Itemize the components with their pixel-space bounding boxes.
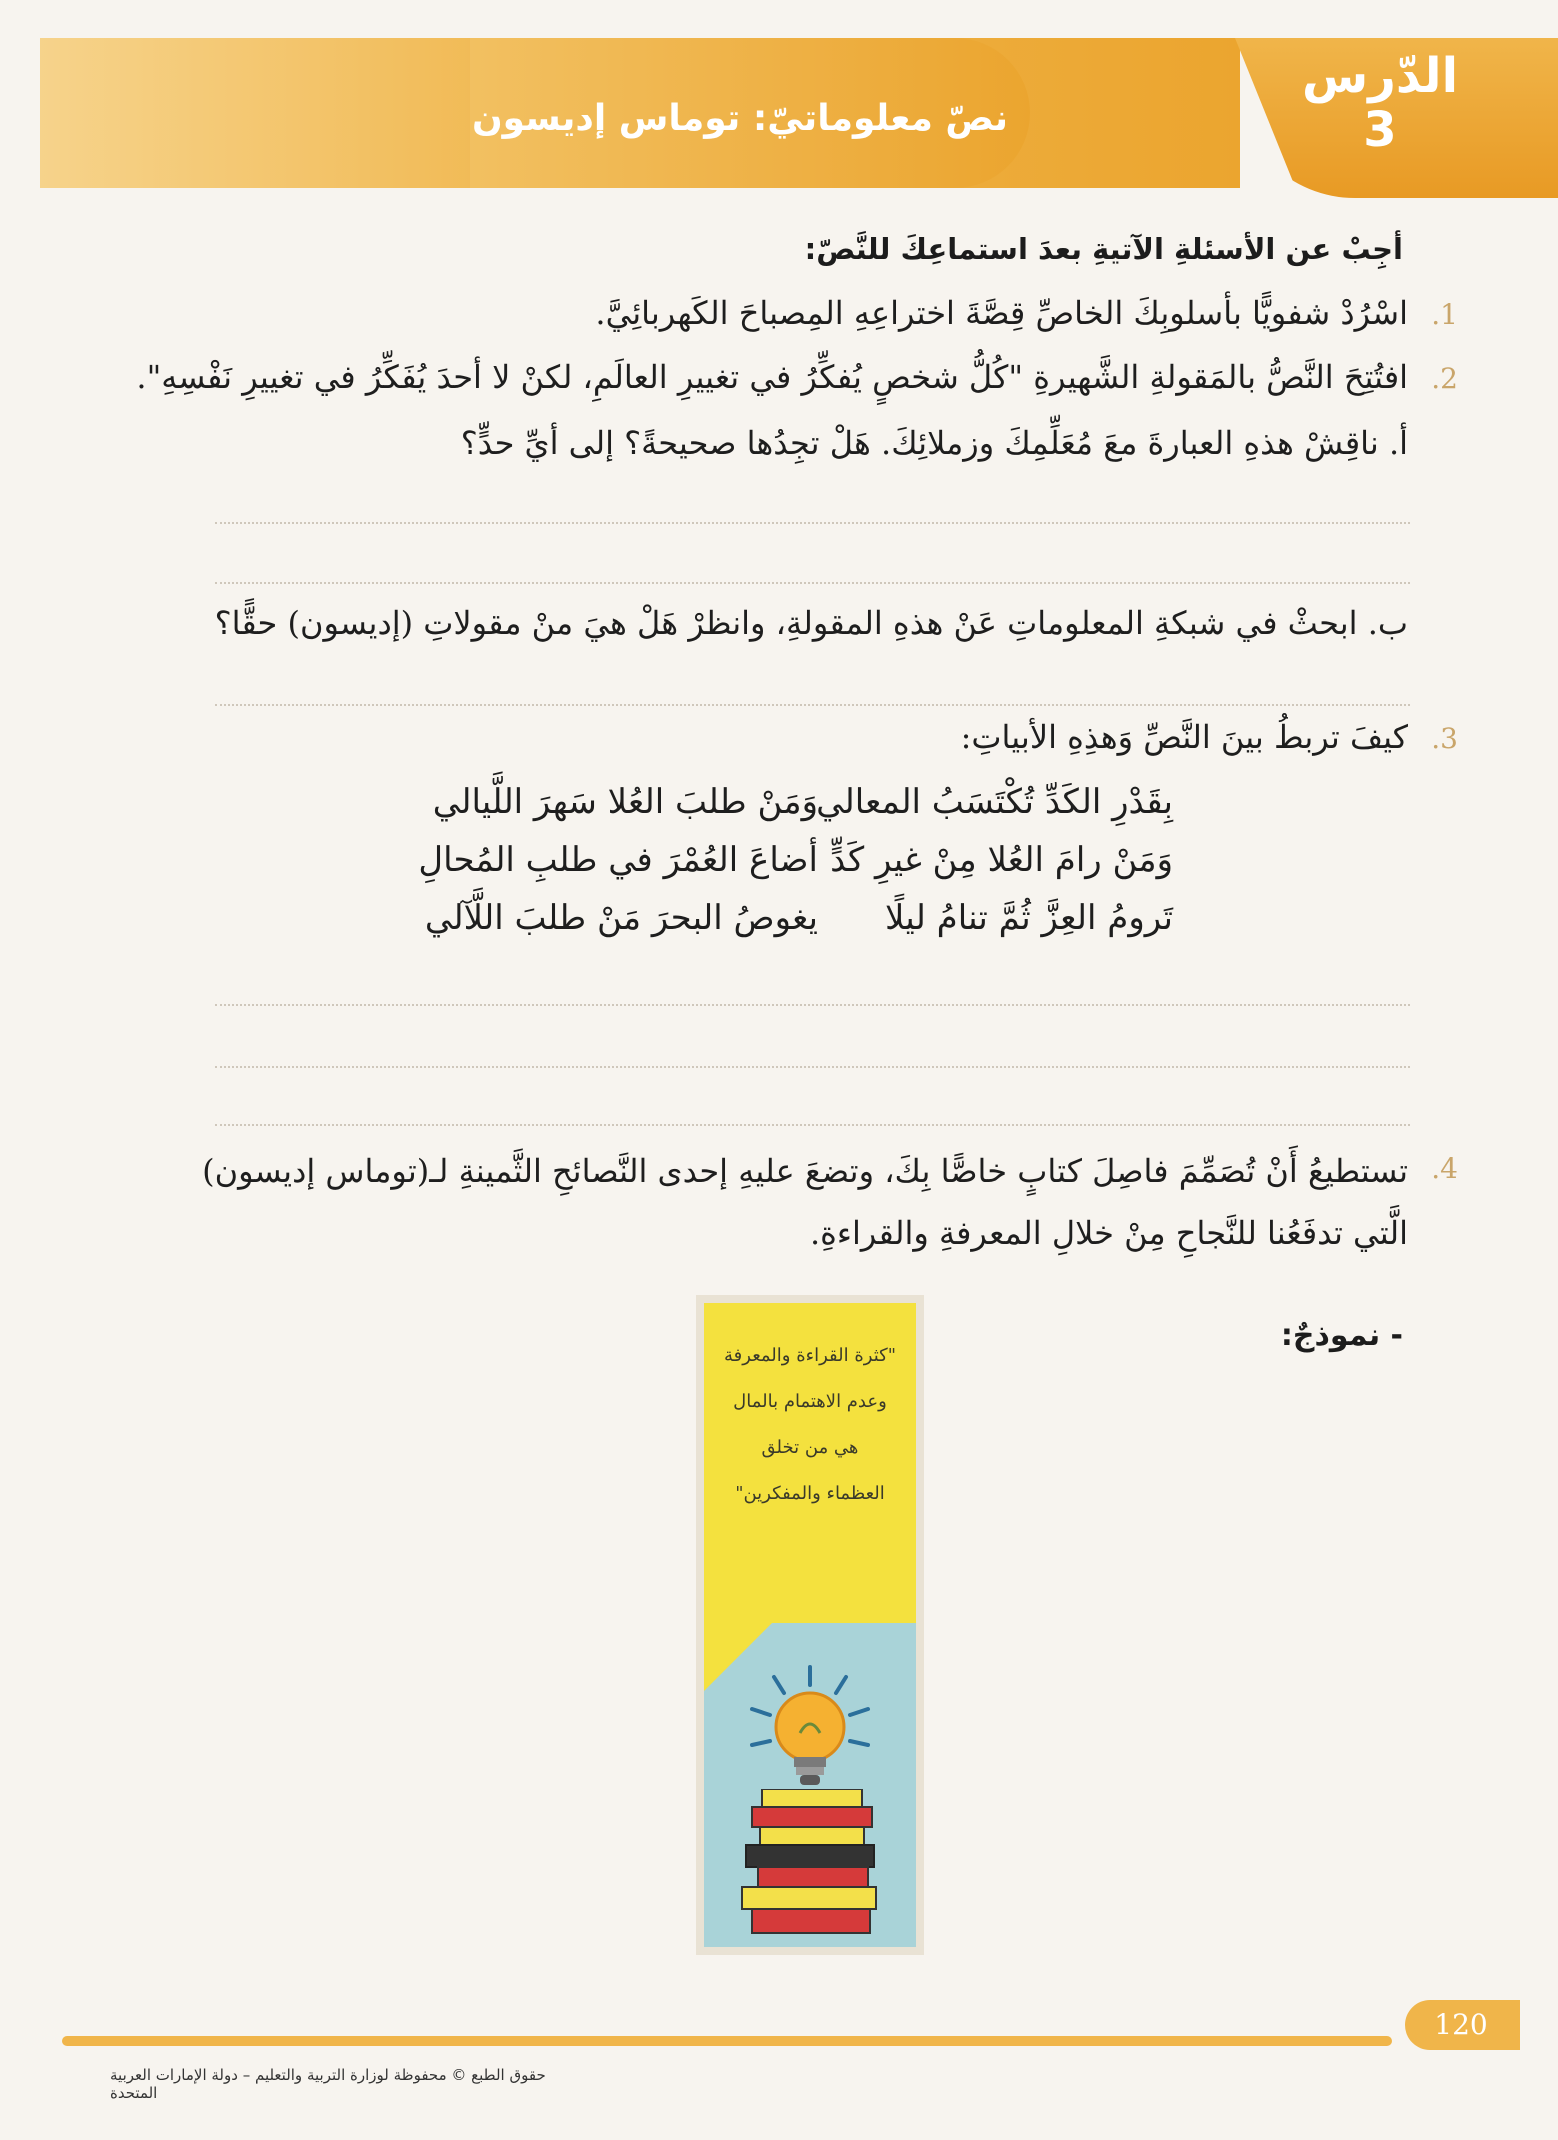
answer-line[interactable]: [215, 1124, 1410, 1126]
quote-line: وعدم الاهتمام بالمال: [733, 1391, 887, 1412]
footer-rule: [62, 2036, 1392, 2046]
answer-line[interactable]: [215, 582, 1410, 584]
answer-line[interactable]: [215, 704, 1410, 706]
poem-verse-1-second-half: وَمَنْ طلبَ العُلا سَهرَ اللَّيالي: [432, 782, 818, 822]
quote-line: العظماء والمفكرين": [735, 1483, 885, 1504]
speech-bubble: [704, 1303, 916, 1623]
answer-line[interactable]: [215, 1066, 1410, 1068]
question-2-part-a: أ. ناقِشْ هذهِ العبارةَ معَ مُعَلِّمِكَ وزملائِكَ. هَلْ تجِدُها صحيحةً؟ إلى أيِّ حدٍّ؟: [460, 424, 1408, 462]
question-3-number: 3.: [1431, 722, 1458, 755]
answer-line[interactable]: [215, 1004, 1410, 1006]
question-1-number: 1.: [1431, 298, 1458, 331]
bookmark-quote: [714, 1333, 906, 1517]
model-label: - نموذجٌ:: [1280, 1318, 1403, 1353]
bookmark-sample: [696, 1295, 924, 1955]
instruction-heading: أجِبْ عن الأسئلةِ الآتيةِ بعدَ استماعِكَ للنَّصّ:: [804, 232, 1403, 266]
question-4-number: 4.: [1431, 1152, 1458, 1185]
poem-verse-2-second-half: أضاعَ العُمْرَ في طلبِ المُحالِ: [418, 840, 818, 880]
poem-verse-2-first-half: وَمَنْ رامَ العُلا مِنْ غيرِ كَدٍّ: [830, 840, 1173, 880]
lesson-word: الدّرس: [1301, 48, 1459, 104]
question-2-number: 2.: [1431, 362, 1458, 395]
poem-verse-1-first-half: بِقَدْرِ الكَدِّ تُكْتَسَبُ المعالي: [816, 782, 1173, 822]
question-1-text: اسْرُدْ شفويًّا بأسلوبِكَ الخاصِّ قِصَّةَ اختراعِهِ المِصباحَ الكَهربائِيَّ.: [595, 294, 1408, 332]
poem-verse-3-first-half: تَرومُ العِزَّ ثُمَّ تنامُ ليلًا: [884, 898, 1173, 938]
quote-line: "كثرة القراءة والمعرفة: [724, 1345, 896, 1366]
question-3-text: كيفَ تربطُ بينَ النَّصِّ وَهذِهِ الأبياتِ:: [960, 718, 1408, 756]
books-stack-icon: [722, 1789, 898, 1939]
answer-line[interactable]: [215, 522, 1410, 524]
question-2-part-b: ب. ابحثْ في شبكةِ المعلوماتِ عَنْ هذهِ المقولةِ، وانظرْ هَلْ هيَ منْ مقولاتِ (إديسون) حقًّا؟: [214, 604, 1408, 642]
quote-line: هي من تخلق: [761, 1437, 859, 1458]
lesson-number: 3: [1363, 102, 1397, 158]
copyright-notice: حقوق الطبع © محفوظة لوزارة التربية والتعليم – دولة الإمارات العربية المتحدة: [110, 2066, 546, 2102]
poem-verse-3-second-half: يغوصُ البحرَ مَنْ طلبَ اللَّآلي: [424, 898, 818, 938]
question-4-text: تستطيعُ أَنْ تُصَمِّمَ فاصِلَ كتابٍ خاصًّا بِكَ، وتضعَ عليهِ إحدى النَّصائحِ الثَّمينةِ لـ(توماس إديسون) الَّتي تدفَعُنا للنَّجاحِ مِنْ خلالِ المعرفةِ والقراءةِ.: [202, 1152, 1408, 1252]
lesson-subtitle: نصّ معلوماتيّ: توماس إديسون: [471, 98, 1009, 139]
page-number: 120: [1434, 2008, 1488, 2041]
lightbulb-icon: [744, 1663, 876, 1793]
question-2-text: افتُتِحَ النَّصُّ بالمَقولةِ الشَّهيرةِ "كُلُّ شخصٍ يُفكِّرُ في تغييرِ العالَمِ، لكنْ لا أحدَ يُفَكِّرُ في تغييرِ نَفْسِهِ".: [136, 358, 1408, 396]
